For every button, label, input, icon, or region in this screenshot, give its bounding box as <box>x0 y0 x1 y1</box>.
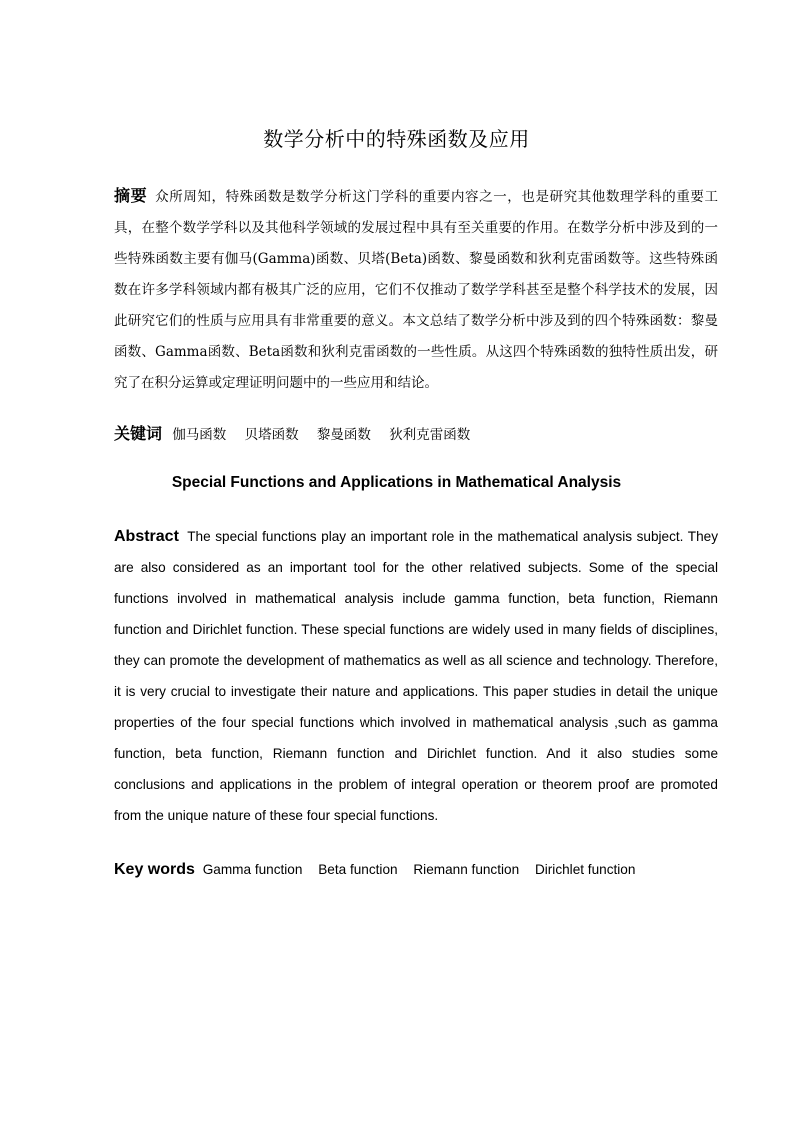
english-keyword-gamma: Gamma function <box>202 862 303 877</box>
chinese-keyword-riemann: 黎曼函数 <box>316 427 371 443</box>
chinese-abstract <box>114 180 718 399</box>
english-title: Special Functions and Applications in Mathematical Analysis <box>171 474 622 491</box>
chinese-keyword-beta: 贝塔函数 <box>244 427 299 443</box>
english-abstract-label: Abstract <box>114 528 179 545</box>
chinese-title: 数学分析中的特殊函数及应用 <box>263 127 530 151</box>
english-keywords-label: Key words <box>114 861 195 878</box>
english-keyword-dirichlet: Dirichlet function <box>534 862 636 877</box>
chinese-abstract-text: 众所周知，特殊函数是数学分析这门学科的重要内容之一，也是研究其他数理学科的重要工具，在整个数学学科以及其他科学领域的发展过程中具有至关重要的作用。在数学分析中涉及到的一些特殊函数主要有伽马(Gamma)函数、贝塔(Beta)函数、黎曼函数和狄利克雷函数等。这些特殊函数在许多学科领域内都有极其广泛的应用，它们不仅推动了数学学科甚至是整个科学技术的发展，因此研究它们的性质与应用具有非常重要的意义。本文总结了数学分析中涉及到的四个特殊函数：黎曼函数、Gamma函数、Beta函数和狄利克雷函数的一些性质。从这四个特殊函数的独特性质出发，研究了在积分运算或定理证明问题中的一些应用和结论。 <box>114 189 718 391</box>
chinese-keywords-label: 关键词 <box>114 424 163 443</box>
english-abstract <box>114 521 718 831</box>
chinese-keyword-dirichlet: 狄利克雷函数 <box>389 427 471 443</box>
chinese-abstract-label: 摘要 <box>114 186 148 205</box>
english-keyword-beta: Beta function <box>318 862 398 877</box>
english-keyword-riemann: Riemann function <box>413 862 520 877</box>
english-keywords <box>114 855 718 885</box>
chinese-keywords <box>114 420 718 449</box>
chinese-keyword-gamma: 伽马函数 <box>172 427 227 443</box>
english-abstract-text: The special functions play an important role in the mathematical analysis subject. They are also considered as an important tool for the other relatived subjects. Some of the special functions involved in mathematical analysis include gamma function, beta function, Riemann function and Dirichlet function. These special functions are widely used in many fields of disciplines, they can promote the development of mathematics as well as all science and technology. Therefore, it is very crucial to investigate their nature and applications. This paper studies in detail the unique properties of the four special functions which involved in mathematical analysis ,such as gamma function, beta function, Riemann function and Dirichlet function. And it also studies some conclusions and applications in the problem of integral operation or theorem proof are promoted from the unique nature of these four special functions. <box>114 529 719 823</box>
